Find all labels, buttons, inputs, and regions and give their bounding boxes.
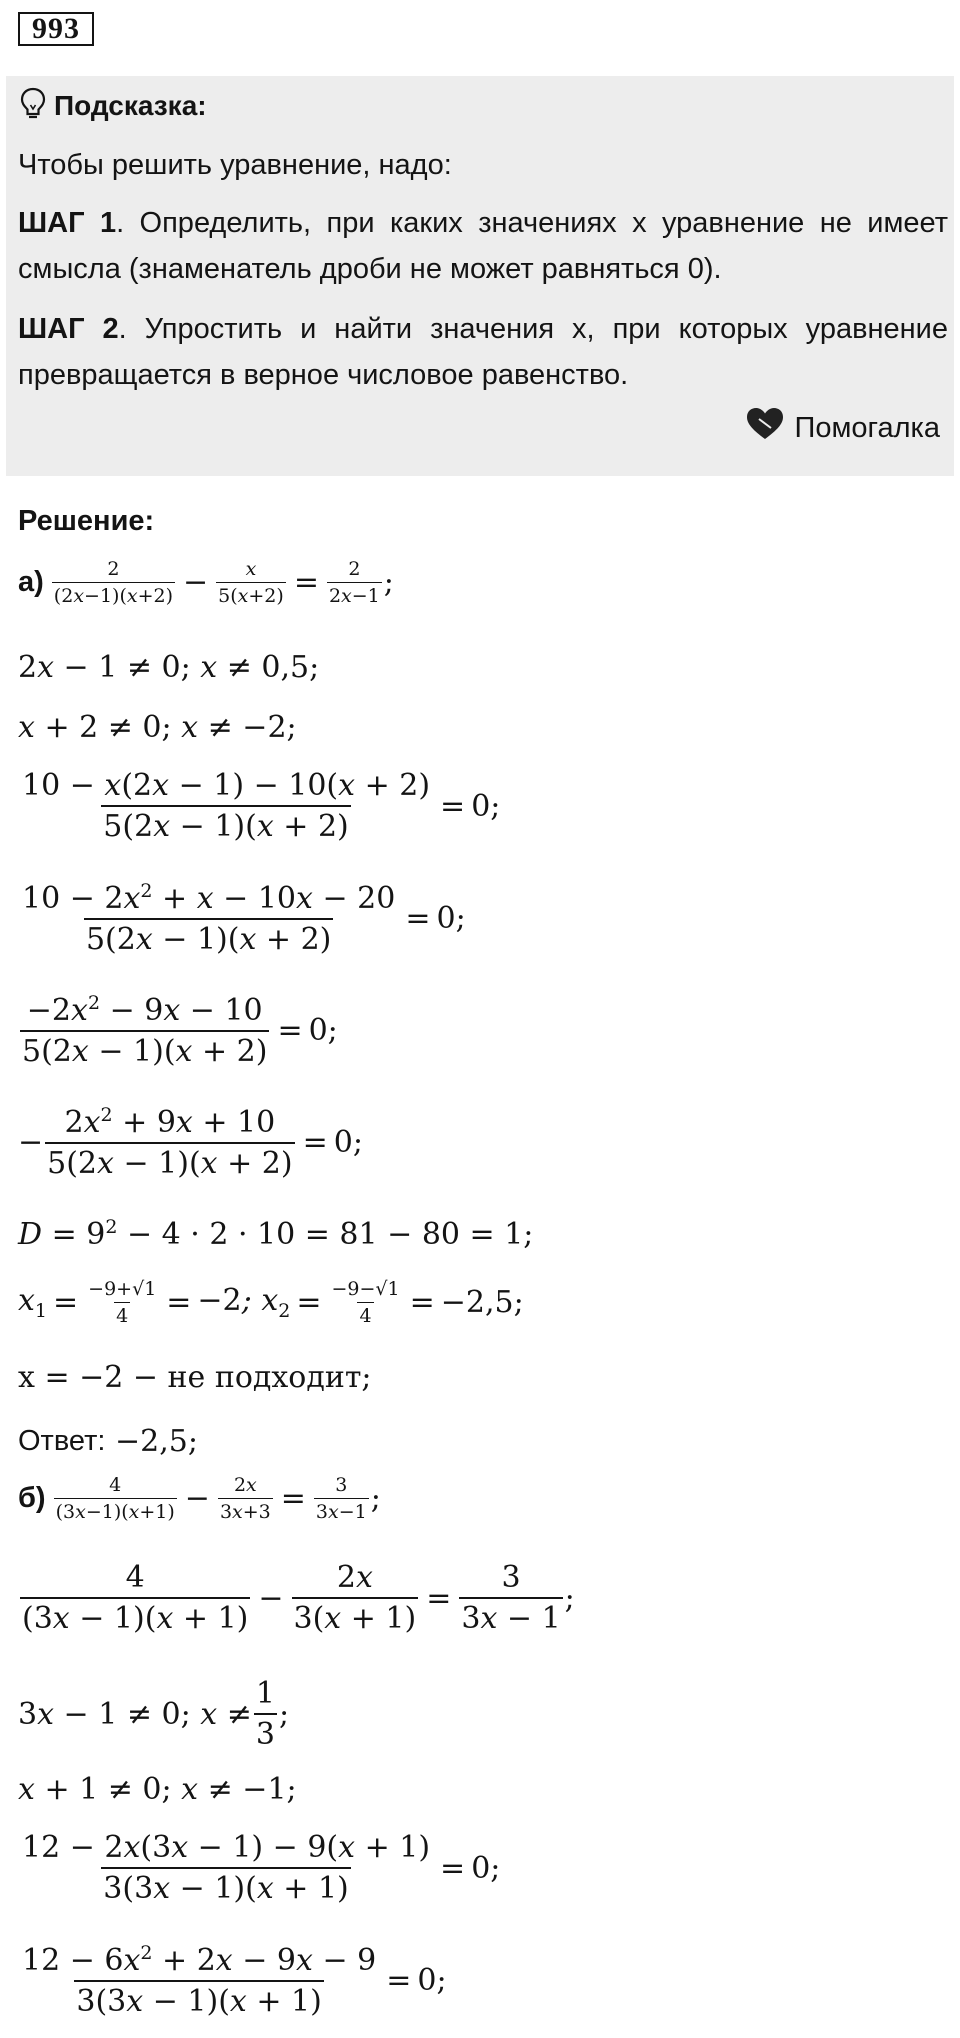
step-1-label: ШАГ 1	[18, 207, 117, 239]
lightbulb-icon	[20, 87, 54, 126]
solution-title: Решение:	[18, 505, 155, 537]
part-b-label: б)	[18, 1482, 46, 1514]
brand-label: Помогалка	[794, 411, 940, 444]
task-number: 993	[18, 12, 94, 46]
step-b-3: $\frac{12 - 6x^2 + 2x - 9x - 9}{3(3x - 1)(x + 1)}$ = 0;	[22, 1942, 447, 2019]
condition-b-1: 3x − 1 ≠ 0; x ≠ $\frac{1}{3}$ ;	[18, 1676, 290, 1752]
step-b-1: $\frac{4}{(3x - 1)(x + 1)}$ − $\frac{2x}{3(x + 1)}$ = $\frac{3}{3x - 1}$ ;	[22, 1560, 575, 1636]
hint-panel	[6, 76, 954, 476]
heart-icon	[745, 406, 795, 450]
discriminant-a: $D = 9^2 - 4 \cdot 2 \cdot 10 = 81 - 80 = 1$;	[18, 1216, 534, 1252]
step-2-text: . Упростить и найти значения x, при которых уравнение превращается в верное числовое равенство.	[18, 313, 948, 391]
roots-a: $x_1$ = $\frac{-9+√1}{4}$ = −2; $x_2$ = $\frac{-9-√1}{4}$ = −2,5;	[18, 1278, 524, 1327]
hint-title: Подсказка:	[54, 90, 207, 121]
answer-a-label: Ответ:	[18, 1425, 106, 1457]
hint-intro: Чтобы решить уравнение, надо:	[18, 149, 452, 181]
step-a-3: $\frac{-2x^2 - 9x - 10}{5(2x - 1)(x + 2)}$ = 0;	[22, 992, 338, 1069]
answer-a	[18, 1424, 198, 1459]
step-b-2: $\frac{12 - 2x(3x - 1) - 9(x + 1)}{3(3x - 1)(x + 1)}$ = 0;	[22, 1830, 501, 1906]
hint-step-2	[18, 306, 948, 398]
condition-b-2: x + 1 ≠ 0; x ≠ −1;	[18, 1772, 297, 1807]
equation-b: б) $\frac{4}{(3x-1)(x+1)}$ − $\frac{2x}{3x+3}$ = $\frac{3}{3x-1}$ ;	[18, 1474, 381, 1523]
condition-a-2: x + 2 ≠ 0; x ≠ −2;	[18, 710, 297, 745]
step-a-4: − $\frac{2x^2 + 9x + 10}{5(2x - 1)(x + 2)}$ = 0;	[18, 1104, 363, 1181]
step-a-2: $\frac{10 - 2x^2 + x - 10x - 20}{5(2x - 1)(x + 2)}$ = 0;	[22, 880, 466, 957]
step-a-1: $\frac{10 - x(2x - 1) - 10(x + 2)}{5(2x - 1)(x + 2)}$ = 0;	[22, 768, 501, 844]
hint-header	[20, 84, 207, 128]
hint-step-1	[18, 200, 948, 292]
brand-link[interactable]	[745, 406, 940, 450]
equation-a: а) $\frac{2}{(2x-1)(x+2)}$ − $\frac{x}{5(x+2)}$ = $\frac{2}{2x-1}$ ;	[18, 558, 394, 607]
step-1-text: . Определить, при каких значениях x уравнение не имеет смысла (знаменатель дроби не может равняться 0).	[18, 207, 948, 285]
part-a-label: а)	[18, 566, 44, 598]
not-fit-a: x = −2 − не подходит;	[18, 1360, 372, 1395]
answer-a-value: −2,5;	[114, 1424, 198, 1459]
condition-a-1: 2x − 1 ≠ 0; x ≠ 0,5;	[18, 650, 320, 685]
step-2-label: ШАГ 2	[18, 313, 119, 345]
